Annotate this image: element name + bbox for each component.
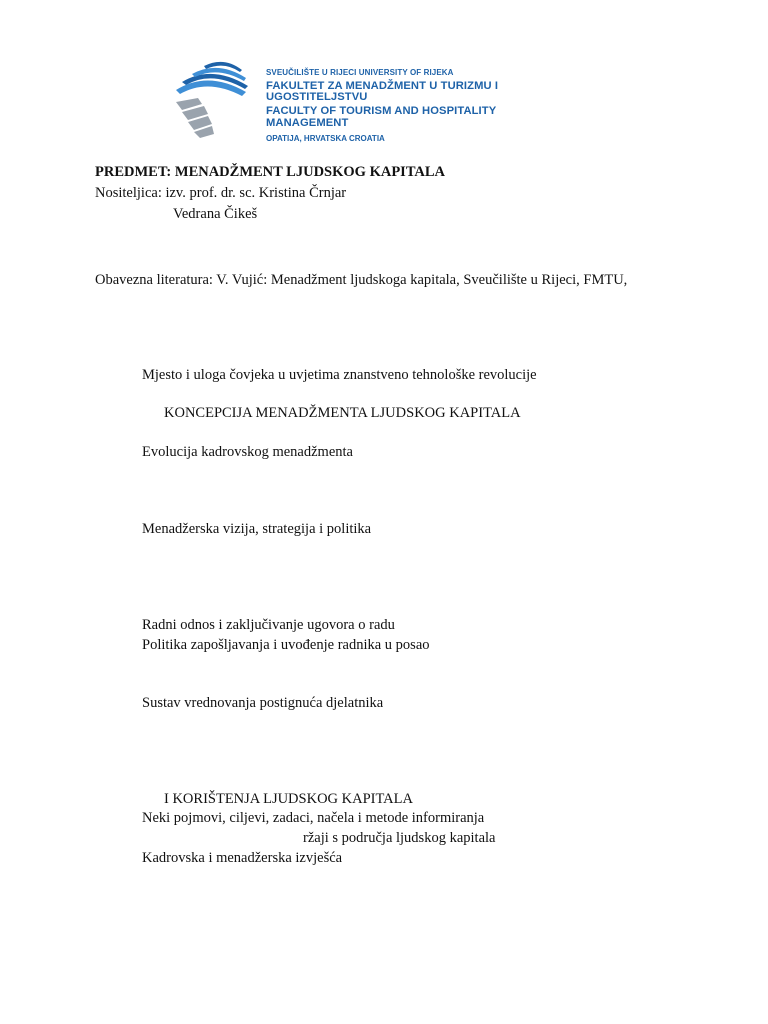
university-name: SVEUČILIŠTE U RIJECI UNIVERSITY OF RIJEKA (266, 68, 454, 77)
faculty-name-hr: FAKULTET ZA MENADŽMENT U TURIZMU I UGOSTITELJSTVU (266, 80, 499, 104)
topic-heading: KONCEPCIJA MENADŽMENTA LJUDSKOG KAPITALA (164, 405, 521, 421)
topic-item: Menadžerska vizija, strategija i politika (142, 521, 372, 537)
course-literature: Obavezna literatura: V. Vujić: Menadžment ljudskoga kapitala, Sveučilište u Rijeci, FMTU, (95, 272, 628, 288)
topic-item: Politika zapošljavanja i uvođenje radnika u posao (142, 637, 430, 653)
logo-text (266, 69, 568, 143)
topic-item: Evolucija kadrovskog menadžmenta (142, 444, 353, 460)
topic-item: Neki pojmovi, ciljevi, zadaci, načela i metode informiranja (142, 810, 485, 826)
topic-item: Mjesto i uloga čovjeka u uvjetima znanstveno tehnološke revolucije (142, 367, 537, 383)
topic-item: Sustav vrednovanja postignuća djelatnika (142, 695, 384, 711)
topic-item: ržaji s područja ljudskog kapitala (303, 830, 496, 846)
faculty-logo (168, 52, 568, 142)
course-assistant: Vedrana Čikeš (173, 206, 258, 222)
topic-item: Kadrovska i menadžerska izvješća (142, 850, 343, 866)
faculty-emblem-icon (168, 52, 258, 142)
topic-item: Radni odnos i zaključivanje ugovora o radu (142, 617, 395, 633)
faculty-name-en: FACULTY OF TOURISM AND HOSPITALITY MANAGEMENT (266, 105, 497, 129)
topic-heading: I KORIŠTENJA LJUDSKOG KAPITALA (164, 791, 413, 807)
course-title: PREDMET: MENADŽMENT LJUDSKOG KAPITALA (95, 164, 446, 180)
course-lecturer: Nositeljica: izv. prof. dr. sc. Kristina Črnjar (95, 185, 347, 201)
faculty-location: OPATIJA, HRVATSKA CROATIA (266, 133, 385, 143)
